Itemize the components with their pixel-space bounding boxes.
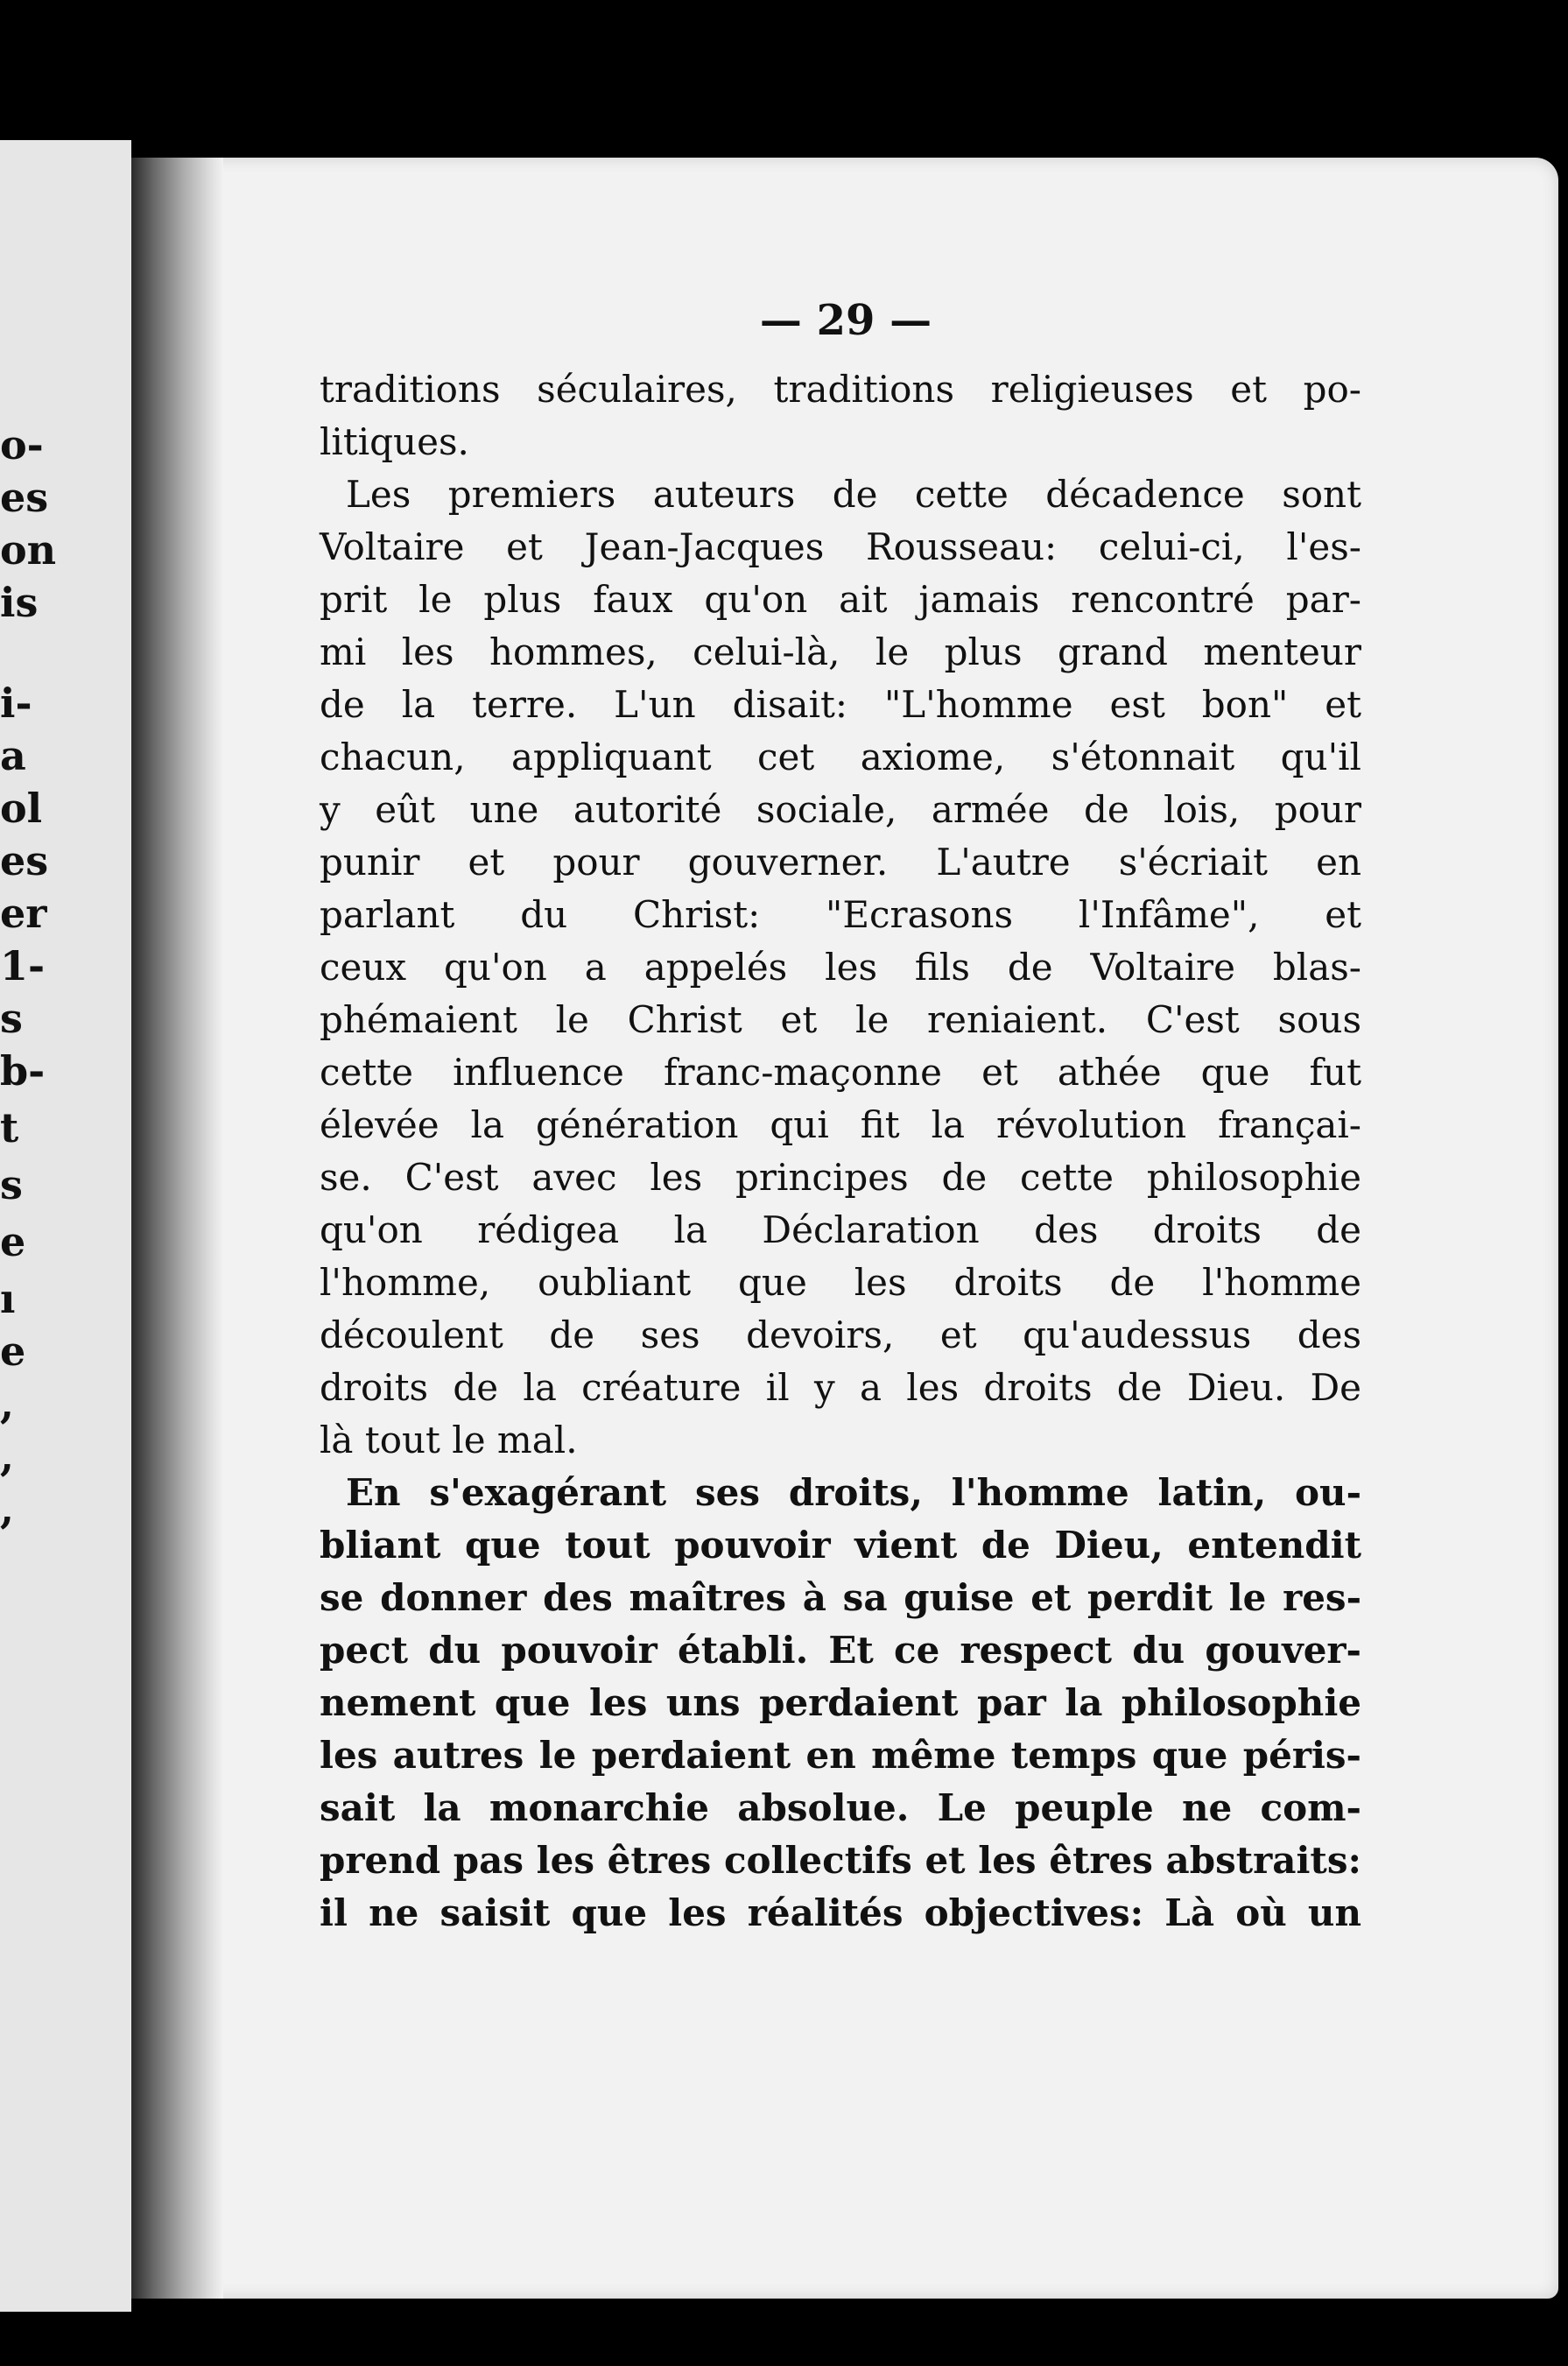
text-line: punir et pour gouverner. L'autre s'écriait en xyxy=(320,841,1361,884)
text-line: Voltaire et Jean-Jacques Rousseau: celui-ci, l'es- xyxy=(320,525,1361,568)
text-line: découlent de ses devoirs, et qu'audessus des xyxy=(320,1313,1361,1356)
left-page-text-fragment: es xyxy=(0,837,49,884)
text-line: de la terre. L'un disait: "L'homme est bon" et xyxy=(320,683,1361,726)
text-line: pect du pouvoir établi. Et ce respect du gouver- xyxy=(320,1629,1361,1672)
text-line: prend pas les êtres collectifs et les êtres abstraits: xyxy=(320,1839,1361,1882)
text-line: chacun, appliquant cet axiome, s'étonnait qu'il xyxy=(320,736,1361,778)
text-line: se. C'est avec les principes de cette philosophie xyxy=(320,1156,1361,1199)
left-page-text-fragment: 1- xyxy=(0,942,46,989)
left-page-edge xyxy=(0,140,131,2312)
left-page-text-fragment: i- xyxy=(0,680,32,727)
text-line: l'homme, oubliant que les droits de l'homme xyxy=(320,1261,1361,1304)
text-line: ceux qu'on a appelés les fils de Voltaire blas- xyxy=(320,946,1361,989)
text-line: les autres le perdaient en même temps que péris- xyxy=(320,1734,1361,1777)
text-line: droits de la créature il y a les droits de Dieu. De xyxy=(320,1366,1361,1409)
left-page-text-fragment: , xyxy=(0,1380,15,1427)
text-line: y eût une autorité sociale, armée de lois, pour xyxy=(320,788,1361,831)
left-page-text-fragment: is xyxy=(0,579,39,626)
text-line: sait la monarchie absolue. Le peuple ne com- xyxy=(320,1786,1361,1829)
text-line: parlant du Christ: "Ecrasons l'Infâme", et xyxy=(320,893,1361,936)
left-page-text-fragment: b- xyxy=(0,1047,46,1095)
text-line: Les premiers auteurs de cette décadence sont xyxy=(346,473,1361,516)
left-page-text-fragment: er xyxy=(0,890,47,937)
text-line: litiques. xyxy=(320,420,469,463)
left-page-text-fragment: ı xyxy=(0,1275,16,1322)
text-line: bliant que tout pouvoir vient de Dieu, entendit xyxy=(320,1524,1361,1567)
text-line: traditions séculaires, traditions religieuses et po- xyxy=(320,368,1361,411)
left-page-text-fragment: e xyxy=(0,1327,26,1375)
left-page-text-fragment: , xyxy=(0,1433,15,1480)
page-gutter-shadow xyxy=(131,158,223,2299)
page-number: — 29 — xyxy=(759,296,932,345)
text-line: élevée la génération qui fit la révolution françai- xyxy=(320,1103,1361,1146)
text-line: cette influence franc-maçonne et athée que fut xyxy=(320,1051,1361,1094)
text-line: là tout le mal. xyxy=(320,1419,578,1461)
page-body-text xyxy=(320,363,1361,1940)
text-line: se donner des maîtres à sa guise et perdit le res- xyxy=(320,1576,1361,1619)
text-line: mi les hommes, celui-là, le plus grand menteur xyxy=(320,630,1361,673)
left-page-text-fragment: on xyxy=(0,526,57,574)
left-page-text-fragment: s xyxy=(0,995,23,1042)
text-line: nement que les uns perdaient par la philosophie xyxy=(320,1681,1361,1724)
left-page-text-fragment: t xyxy=(0,1104,19,1151)
left-page-text-fragment: es xyxy=(0,474,49,521)
left-page-text-fragment: o- xyxy=(0,421,44,468)
text-line: phémaient le Christ et le reniaient. C'est sous xyxy=(320,998,1361,1041)
left-page-text-fragment: s xyxy=(0,1161,23,1208)
left-page-text-fragment: ol xyxy=(0,785,43,832)
text-line: En s'exagérant ses droits, l'homme latin, ou- xyxy=(346,1471,1361,1514)
left-page-text-fragment: , xyxy=(0,1485,15,1532)
left-page-text-fragment: e xyxy=(0,1218,26,1265)
left-page-text-fragment: a xyxy=(0,732,26,779)
text-line: prit le plus faux qu'on ait jamais rencontré par- xyxy=(320,578,1361,621)
text-line: qu'on rédigea la Déclaration des droits de xyxy=(320,1208,1361,1251)
text-line: il ne saisit que les réalités objectives: Là où un xyxy=(320,1891,1361,1934)
